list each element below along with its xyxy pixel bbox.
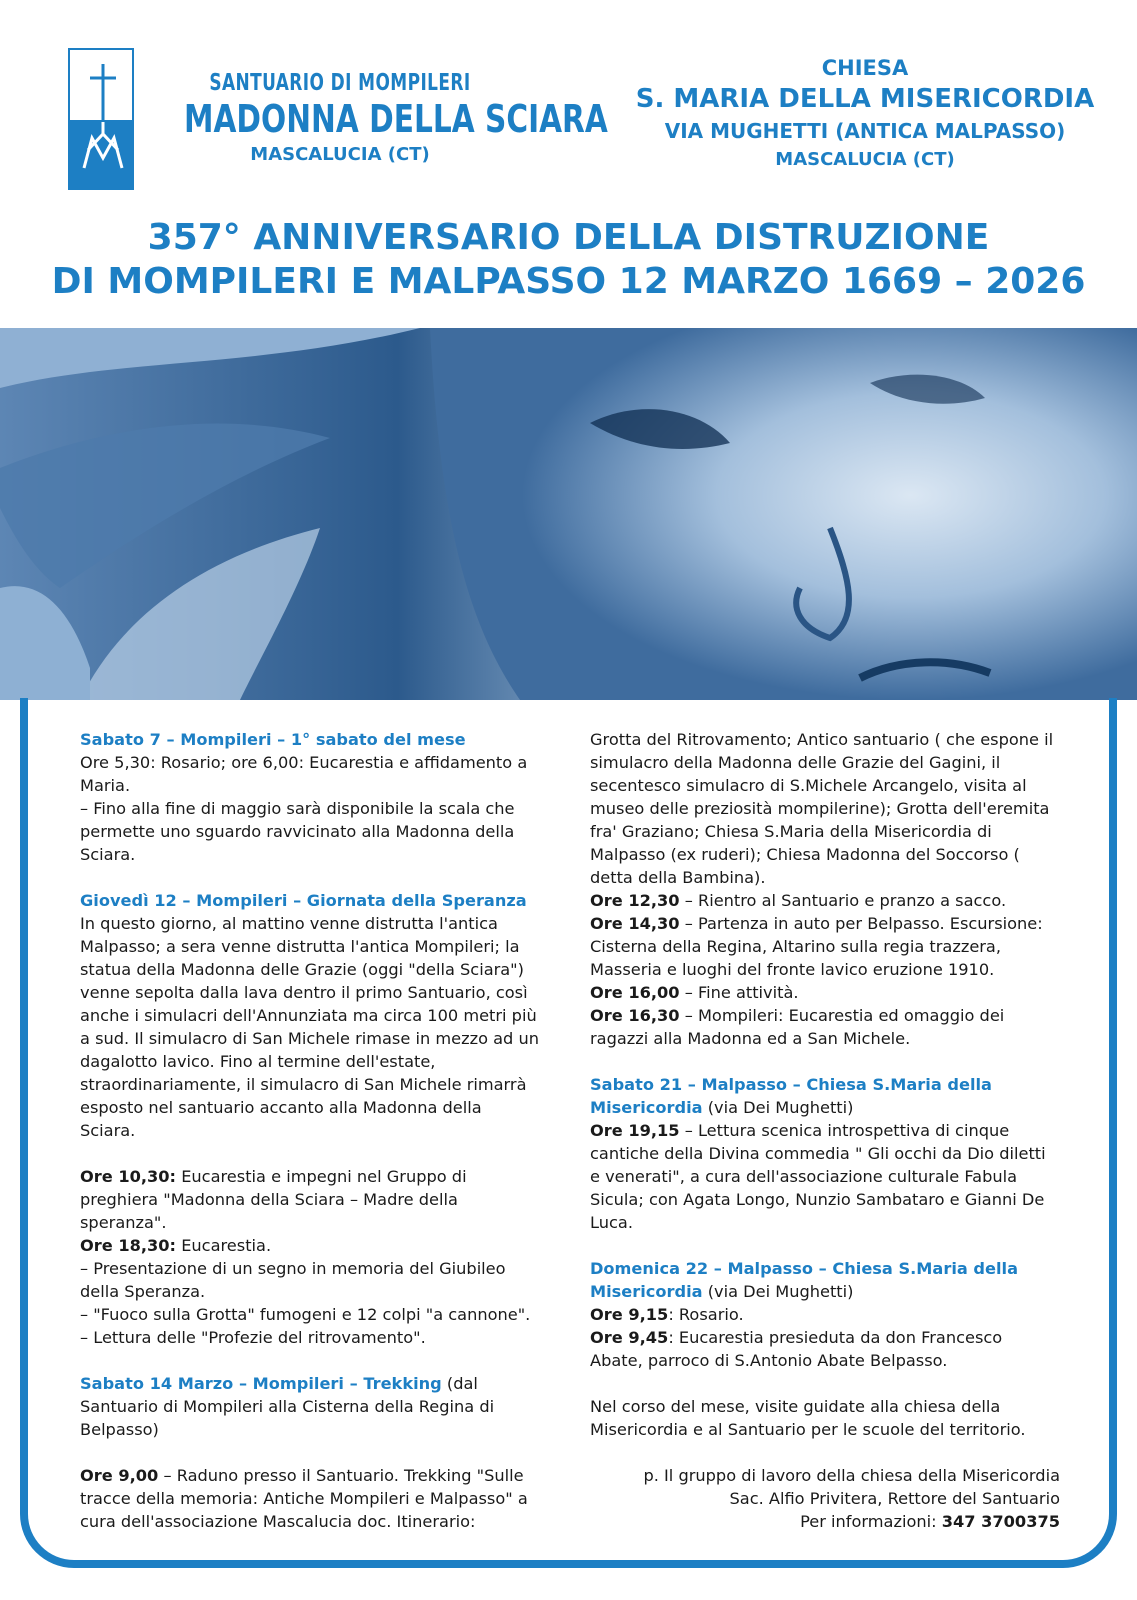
event-heading-thursday-12: Giovedì 12 – Mompileri – Giornata della Speranza: [80, 891, 527, 910]
schedule-time: Ore 14,30: [590, 914, 680, 933]
schedule-desc: – Fine attività.: [679, 983, 799, 1002]
event-text: – Lettura delle "Profezie del ritrovamento".: [80, 1328, 426, 1347]
church-label: CHIESA: [821, 56, 909, 80]
schedule-desc: Eucarestia.: [176, 1236, 272, 1255]
church-name: S. MARIA DELLA MISERICORDIA: [635, 84, 1095, 114]
event-heading-saturday-21: [590, 1073, 1060, 1119]
schedule-item: [80, 1234, 542, 1257]
event-text: – Presentazione di un segno in memoria del Giubileo della Speranza.: [80, 1259, 506, 1301]
schedule-item: [590, 1004, 1060, 1050]
contact-phone: 347 3700375: [941, 1512, 1060, 1531]
sanctuary-location: MASCALUCIA (CT): [250, 144, 430, 165]
schedule-desc: : Rosario.: [668, 1305, 744, 1324]
schedule-desc: – Partenza in auto per Belpasso. Escursione: Cisterna della Regina, Altarino sulla regia trazzera, Masseria e luoghi del fronte lavico eruzione 1910.: [590, 914, 1043, 979]
schedule-item: [80, 1165, 542, 1234]
schedule-time: Ore 19,15: [590, 1121, 680, 1140]
sanctuary-name: SANTUARIO DI MOMPILERI: [209, 70, 471, 96]
signature-line: p. Il gruppo di lavoro della chiesa della Misericordia: [643, 1466, 1060, 1485]
schedule-desc: – Mompileri: Eucarestia ed omaggio dei ragazzi alla Madonna ed a San Michele.: [590, 1006, 1005, 1048]
madonna-title: MADONNA DELLA SCIARA: [184, 97, 608, 141]
event-text: Grotta del Ritrovamento; Antico santuario ( che espone il simulacro della Madonna delle Grazie del Gagini, il secentesco simulacro di S.Michele Arcangelo, visita al museo delle preziosità mompilerine); Grotta dell'eremita fra' Graziano; Chiesa S.Maria della Misericordia di Malpasso (ex ruderi); Chiesa Madonna del Soccorso ( detta della Bambina).: [590, 730, 1054, 887]
event-heading-saturday-14: [80, 1372, 542, 1441]
schedule-time: Ore 9,15: [590, 1305, 669, 1324]
schedule-time: Ore 16,30: [590, 1006, 680, 1025]
sanctuary-logo: [68, 48, 134, 190]
program-left-column: [80, 728, 542, 1533]
main-title-line2: DI MOMPILERI E MALPASSO 12 MARZO 1669 – 2026: [51, 261, 1086, 302]
event-text: Ore 5,30: Rosario; ore 6,00: Eucarestia e affidamento a Maria.: [80, 753, 528, 795]
event-text: – "Fuoco sulla Grotta" fumogeni e 12 colpi "a cannone".: [80, 1305, 531, 1324]
church-location: MASCALUCIA (CT): [775, 149, 955, 170]
schedule-time: Ore 9,45: [590, 1328, 669, 1347]
schedule-desc: – Raduno presso il Santuario. Trekking "Sulle tracce della memoria: Antiche Mompileri e Malpasso" a cura dell'associazione Mascalucia doc. Itinerario:: [80, 1466, 528, 1531]
church-address: VIA MUGHETTI (ANTICA MALPASSO): [664, 119, 1066, 143]
schedule-item: [590, 1303, 1060, 1326]
event-subheading: (via Dei Mughetti): [702, 1098, 854, 1117]
schedule-item: [590, 1326, 1060, 1372]
contact-label: Per informazioni:: [800, 1512, 942, 1531]
schedule-item: [590, 912, 1060, 981]
event-heading-text: Sabato 14 Marzo – Mompileri – Trekking: [80, 1374, 442, 1393]
schedule-desc: – Rientro al Santuario e pranzo a sacco.: [679, 891, 1007, 910]
schedule-time: Ore 18,30:: [80, 1236, 177, 1255]
contact-line: [590, 1510, 1060, 1533]
event-note: Nel corso del mese, visite guidate alla chiesa della Misericordia e al Santuario per le scuole del territorio.: [590, 1397, 1026, 1439]
signature-line: Sac. Alfio Privitera, Rettore del Santuario: [729, 1489, 1060, 1508]
event-subheading: (via Dei Mughetti): [702, 1282, 854, 1301]
event-heading-sunday-22: [590, 1257, 1060, 1303]
event-heading-text: Domenica 22 – Malpasso – Chiesa S.Maria della Misericordia: [590, 1259, 1019, 1301]
sanctuary-header: [140, 70, 608, 165]
schedule-desc: Eucarestia e impegni nel Gruppo di preghiera "Madonna della Sciara – Madre della speranza".: [80, 1167, 467, 1232]
schedule-desc: : Eucarestia presieduta da don Francesco Abate, parroco di S.Antonio Abate Belpasso.: [590, 1328, 1003, 1370]
event-subheading: (dal Santuario di Mompileri alla Cisterna della Regina di Belpasso): [80, 1374, 495, 1439]
schedule-time: Ore 12,30: [590, 891, 680, 910]
schedule-item: [590, 981, 1060, 1004]
event-heading-text: Sabato 21 – Malpasso – Chiesa S.Maria della Misericordia: [590, 1075, 992, 1117]
schedule-time: Ore 10,30:: [80, 1167, 177, 1186]
main-title-line1: 357° ANNIVERSARIO DELLA DISTRUZIONE: [147, 217, 990, 258]
schedule-item: [80, 1464, 542, 1533]
schedule-desc: – Lettura scenica introspettiva di cinque cantiche della Divina commedia " Gli occhi da Dio diletti e venerati", a cura dell'associazione culturale Fabula Sicula; con Agata Longo, Nunzio Sambataro e Gianni De Luca.: [590, 1121, 1046, 1232]
schedule-item: [590, 1119, 1060, 1234]
event-text: – Fino alla fine di maggio sarà disponibile la scala che permette uno sguardo ravvicinato alla Madonna della Sciara.: [80, 799, 515, 864]
program-right-column: [590, 728, 1060, 1533]
madonna-statue-photo: [0, 328, 1137, 700]
event-heading-saturday-7: Sabato 7 – Mompileri – 1° sabato del mese: [80, 730, 466, 749]
schedule-time: Ore 16,00: [590, 983, 680, 1002]
schedule-time: Ore 9,00: [80, 1466, 159, 1485]
cross-monogram-icon: [70, 50, 136, 192]
church-header: [600, 54, 1130, 174]
schedule-item: [590, 889, 1060, 912]
event-text: In questo giorno, al mattino venne distrutta l'antica Malpasso; a sera venne distrutta l'antica Mompileri; la statua della Madonna delle Grazie (oggi "della Sciara") venne sepolta dalla lava dentro il primo Santuario, così anche i simulacri dell'Annunziata ma circa 100 metri più a sud. Il simulacro di San Michele rimase in mezzo ad un dagalotto lavico. Fino al termine dell'estate, straordinariamente, il simulacro di San Michele rimarrà esposto nel santuario accanto alla Madonna della Sciara.: [80, 914, 539, 1140]
